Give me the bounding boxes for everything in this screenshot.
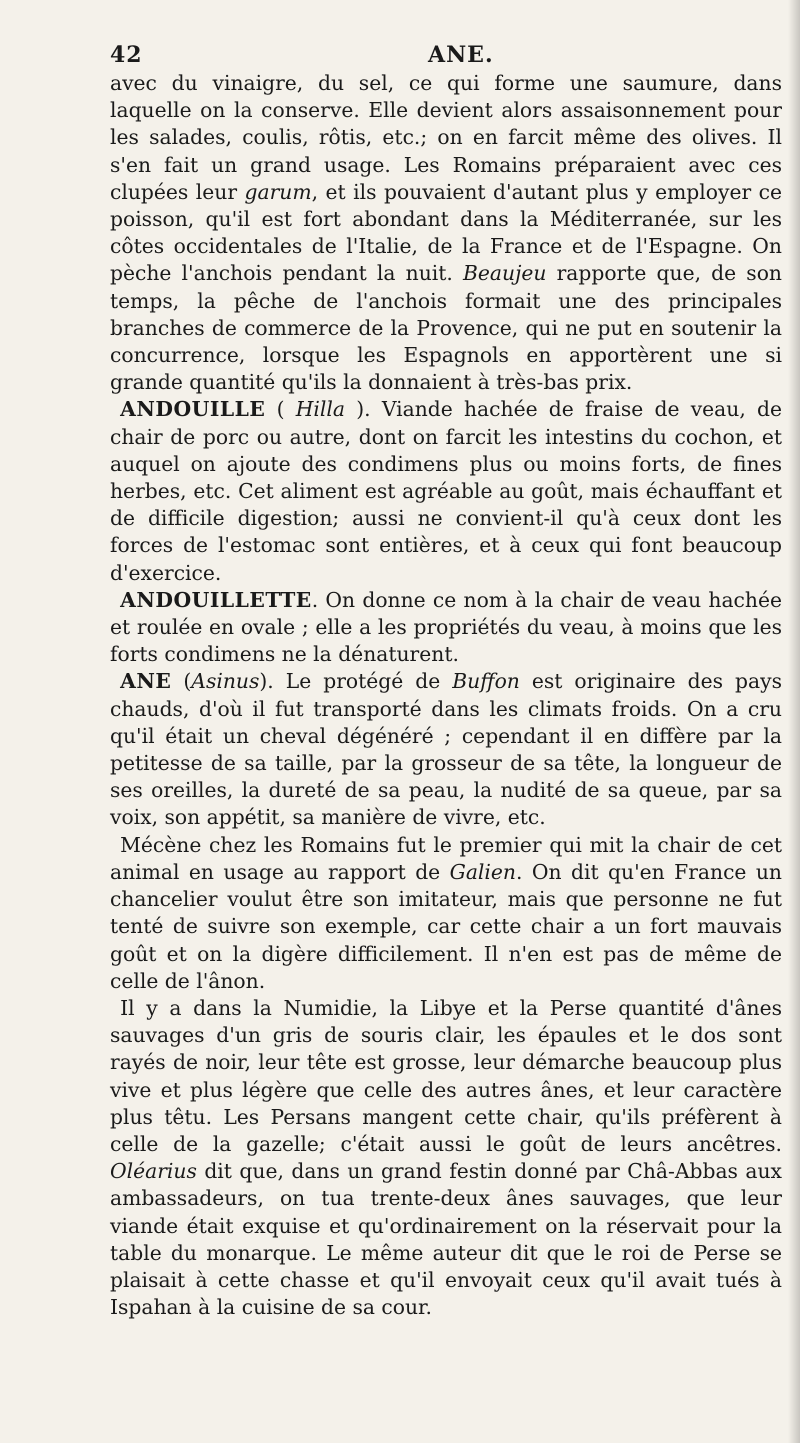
paragraph-mecene: Mécène chez les Romains fut le premier qui mit la chair de cet animal en usage au rapport de Galien. On dit qu'en France un chancelier voulut être son imitateur, mais que personne ne fut tenté de suivre son exemple, car cette chair a un fort mauvais goût et on la digère difficilement. Il n'en est pas de même de celle de l'ânon. <box>110 832 782 993</box>
paragraph-anchois-continued: avec du vinaigre, du sel, ce qui forme une saumure, dans laquelle on la conserve. Elle devient alors assaisonnement pour les salades, coulis, rôtis, etc.; on en farcit même des olives. Il s'en fait un grand usage. Les Romains préparaient avec ces clupées leur garum, et ils pouvaient d'autant plus y employer ce poisson, qu'il est fort abondant dans la Méditerranée, sur les côtes occidentales de l'Italie, de la France et de l'Espagne. On pèche l'anchois pendant la nuit. Beaujeu rapporte que, de son temps, la pêche de l'anchois formait une des principales branches de commerce de la Provence, qui ne put en soutenir la concurrence, lorsque les Espagnols en apportèrent une si grande quantité qu'ils la donnaient à très-bas prix. <box>110 71 782 395</box>
author-beaujeu: Beaujeu <box>463 261 547 286</box>
term-garum: garum <box>244 179 312 204</box>
entry-andouillette: ANDOUILLETTE. On donne ce nom à la chair de veau hachée et roulée en ovale ; elle a les propriétés du veau, à moins que les forts condimens ne la dénaturent. <box>110 587 782 667</box>
running-head <box>110 30 782 70</box>
author-olearius: Oléarius <box>110 1159 197 1184</box>
body-text <box>110 70 782 1321</box>
page-edge-shadow <box>788 0 800 1443</box>
headword-andouille: ANDOUILLE <box>120 397 266 422</box>
entry-andouille: ANDOUILLE ( Hilla ). Viande hachée de fraise de veau, de chair de porc ou autre, dont on farcit les intestins du cochon, et auquel on ajoute des condimens plus ou moins forts, de fines herbes, etc. Cet aliment est agréable au goût, mais échauffant et de difficile digestion; aussi ne convient-il qu'à ceux dont les forces de l'estomac sont entières, et à ceux qui font beaucoup d'exercice. <box>110 397 782 585</box>
headword-ane: ANE <box>120 669 172 694</box>
running-head-word: ANE. <box>428 42 494 68</box>
paragraph-anes-sauvages: Il y a dans la Numidie, la Libye et la Perse quantité d'ânes sauvages d'un gris de souris clair, les épaules et le dos sont rayés de noir, leur tête est grosse, leur démarche beaucoup plus vive et plus légère que celle des autres ânes, et leur caractère plus têtu. Les Persans mangent cette chair, qu'ils préfèrent à celle de la gazelle; c'était aussi le goût de leurs ancêtres. Oléarius dit que, dans un grand festin donné par Châ-Abbas aux ambassadeurs, on tua trente-deux ânes sauvages, que leur viande était exquise et qu'ordinairement on la réservait pour la table du monarque. Le même auteur dit que le roi de Perse se plaisait à cette chasse et qu'il envoyait ceux qu'il avait tués à Ispahan à la cuisine de sa cour. <box>110 995 782 1320</box>
entry-ane: ANE (Asinus). Le protégé de Buffon est originaire des pays chauds, d'où il fut transporté dans les climats froids. On a cru qu'il était un cheval dégénéré ; cependant il en diffère par la petitesse de sa taille, par la grosseur de sa tête, la longueur de ses oreilles, la dureté de sa peau, la nudité de sa queue, par sa voix, son appétit, sa manière de vivre, etc. <box>110 669 782 830</box>
author-buffon: Buffon <box>452 669 520 694</box>
latin-asinus: Asinus <box>191 669 260 694</box>
headword-andouillette: ANDOUILLETTE <box>120 587 312 612</box>
latin-hilla: Hilla <box>295 397 345 422</box>
book-page <box>110 30 782 1321</box>
author-galien: Galien <box>449 859 516 884</box>
page-number: 42 <box>110 42 143 68</box>
